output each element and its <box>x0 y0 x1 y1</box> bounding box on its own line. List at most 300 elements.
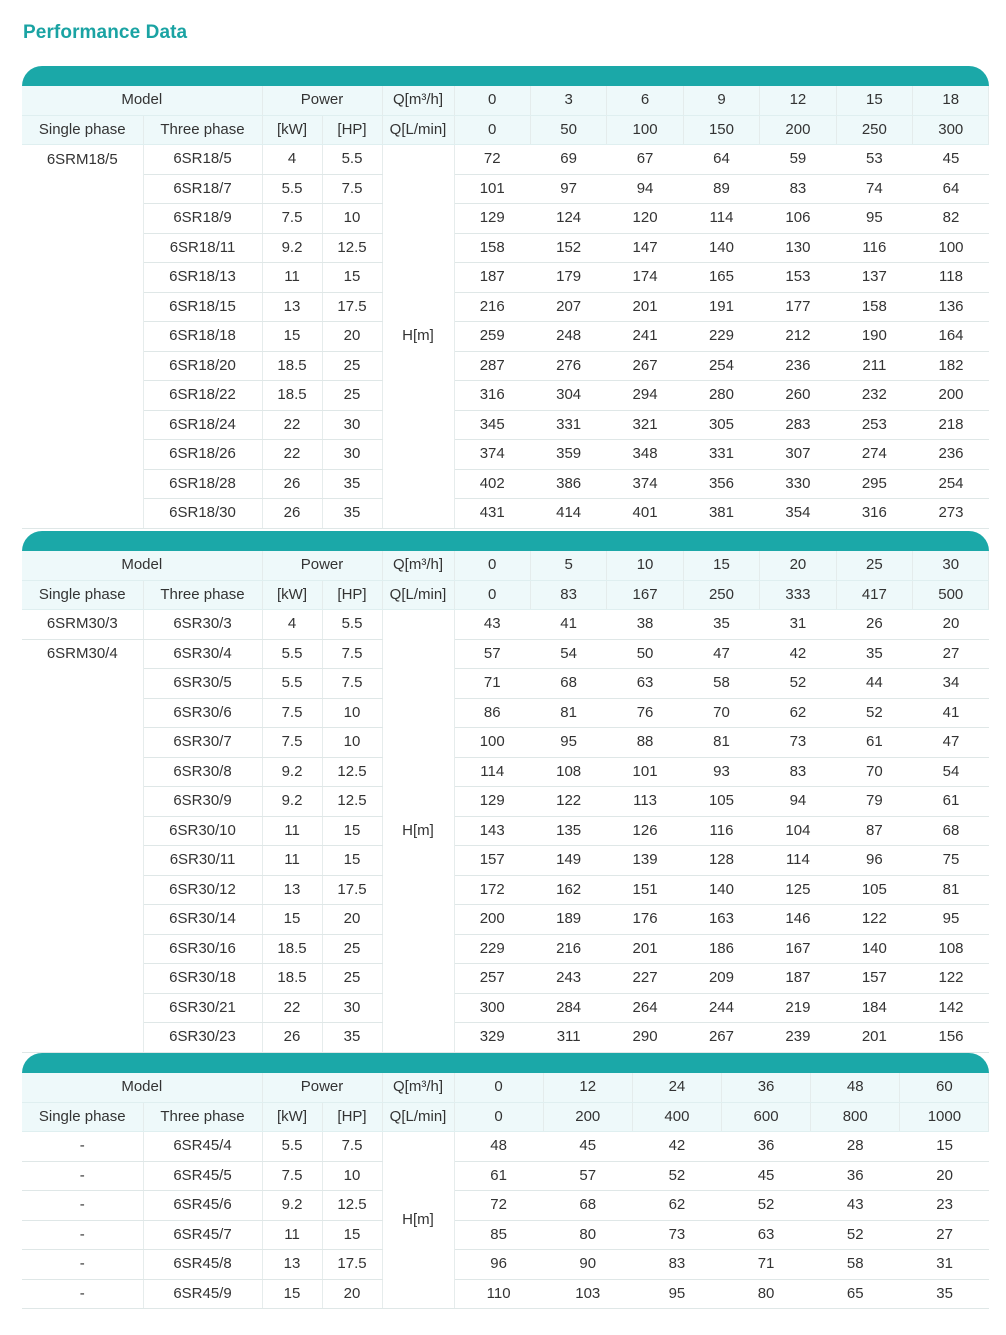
power-hp: 10 <box>322 1161 382 1191</box>
single-phase-model <box>22 993 143 1023</box>
head-value: 329 <box>454 1023 530 1053</box>
head-value: 129 <box>454 787 530 817</box>
single-phase-model <box>22 964 143 994</box>
model-header: Model <box>22 86 262 115</box>
power-kw: 18.5 <box>262 964 322 994</box>
head-value: 81 <box>683 728 759 758</box>
power-hp: 35 <box>322 469 382 499</box>
single-phase-model <box>22 410 143 440</box>
head-value: 114 <box>683 204 759 234</box>
table-row <box>22 351 989 381</box>
head-value: 61 <box>836 728 912 758</box>
power-hp: 12.5 <box>322 1191 382 1221</box>
head-value: 414 <box>530 499 606 529</box>
head-value: 114 <box>454 757 530 787</box>
head-value: 330 <box>760 469 836 499</box>
head-value: 116 <box>836 233 912 263</box>
head-value: 52 <box>632 1161 721 1191</box>
table-row <box>22 233 989 263</box>
power-kw: 18.5 <box>262 351 322 381</box>
head-value: 38 <box>607 610 683 640</box>
single-phase-model <box>22 669 143 699</box>
three-phase-model: 6SR30/23 <box>143 1023 262 1053</box>
table-row <box>22 1279 989 1309</box>
head-value: 54 <box>530 639 606 669</box>
head-value: 94 <box>607 174 683 204</box>
head-value: 232 <box>836 381 912 411</box>
performance-table-45 <box>22 1053 989 1309</box>
head-value: 110 <box>454 1279 543 1309</box>
three-phase-model: 6SR30/9 <box>143 787 262 817</box>
single-phase-model: - <box>22 1250 143 1280</box>
flow-m3h-value: 9 <box>683 86 759 115</box>
head-value: 374 <box>454 440 530 470</box>
head-value: 143 <box>454 816 530 846</box>
power-kw: 9.2 <box>262 1191 322 1221</box>
power-hp: 17.5 <box>322 292 382 322</box>
head-value: 80 <box>543 1220 632 1250</box>
flow-m3h-label: Q[m³/h] <box>382 551 454 580</box>
head-value: 108 <box>530 757 606 787</box>
head-value: 100 <box>913 233 989 263</box>
hp-header: [HP] <box>322 580 382 610</box>
table-row <box>22 499 989 529</box>
power-hp: 35 <box>322 1023 382 1053</box>
three-phase-model: 6SR18/7 <box>143 174 262 204</box>
head-value: 156 <box>913 1023 989 1053</box>
table-row <box>22 905 989 935</box>
head-value: 83 <box>760 174 836 204</box>
header-row <box>22 551 989 580</box>
power-kw: 13 <box>262 292 322 322</box>
head-value: 62 <box>632 1191 721 1221</box>
table-row <box>22 410 989 440</box>
table-row <box>22 145 989 175</box>
head-value: 201 <box>836 1023 912 1053</box>
head-value: 47 <box>913 728 989 758</box>
head-value: 41 <box>530 610 606 640</box>
flow-m3h-value: 24 <box>632 1073 721 1102</box>
three-phase-model: 6SR18/15 <box>143 292 262 322</box>
head-value: 386 <box>530 469 606 499</box>
head-value: 283 <box>760 410 836 440</box>
flow-lmin-value: 100 <box>607 115 683 145</box>
power-kw: 4 <box>262 610 322 640</box>
head-value: 57 <box>454 639 530 669</box>
head-value: 244 <box>683 993 759 1023</box>
power-kw: 15 <box>262 322 322 352</box>
head-value: 64 <box>913 174 989 204</box>
head-value: 253 <box>836 410 912 440</box>
head-value: 200 <box>913 381 989 411</box>
head-value: 82 <box>913 204 989 234</box>
flow-m3h-value: 5 <box>530 551 606 580</box>
table-row <box>22 669 989 699</box>
table-row <box>22 698 989 728</box>
head-value: 88 <box>607 728 683 758</box>
flow-m3h-value: 10 <box>607 551 683 580</box>
power-kw: 15 <box>262 1279 322 1309</box>
power-kw: 5.5 <box>262 1132 322 1162</box>
table-row <box>22 934 989 964</box>
head-value: 295 <box>836 469 912 499</box>
single-phase-model: - <box>22 1279 143 1309</box>
power-hp: 10 <box>322 204 382 234</box>
head-value: 31 <box>760 610 836 640</box>
flow-lmin-value: 1000 <box>900 1102 989 1132</box>
hp-header: [HP] <box>322 1102 382 1132</box>
head-value: 139 <box>607 846 683 876</box>
three-phase-model: 6SR45/4 <box>143 1132 262 1162</box>
head-value: 356 <box>683 469 759 499</box>
head-value: 52 <box>721 1191 810 1221</box>
single-phase-model <box>22 846 143 876</box>
head-value: 248 <box>530 322 606 352</box>
three-phase-model: 6SR45/9 <box>143 1279 262 1309</box>
power-kw: 9.2 <box>262 233 322 263</box>
flow-lmin-label: Q[L/min] <box>382 115 454 145</box>
head-value: 218 <box>913 410 989 440</box>
flow-m3h-value: 12 <box>543 1073 632 1102</box>
single-phase-model <box>22 499 143 529</box>
head-value: 212 <box>760 322 836 352</box>
table-row <box>22 1191 989 1221</box>
flow-lmin-value: 250 <box>683 580 759 610</box>
power-kw: 7.5 <box>262 204 322 234</box>
head-value: 176 <box>607 905 683 935</box>
table-row <box>22 1023 989 1053</box>
head-value: 68 <box>530 669 606 699</box>
head-value: 35 <box>683 610 759 640</box>
head-value: 68 <box>913 816 989 846</box>
power-hp: 17.5 <box>322 1250 382 1280</box>
head-value: 359 <box>530 440 606 470</box>
head-value: 68 <box>543 1191 632 1221</box>
hp-header: [HP] <box>322 115 382 145</box>
head-value: 67 <box>607 145 683 175</box>
head-value: 316 <box>836 499 912 529</box>
head-value: 81 <box>913 875 989 905</box>
flow-lmin-value: 400 <box>632 1102 721 1132</box>
head-value: 157 <box>454 846 530 876</box>
three-phase-model: 6SR30/18 <box>143 964 262 994</box>
three-phase-model: 6SR18/18 <box>143 322 262 352</box>
head-value: 236 <box>913 440 989 470</box>
head-value: 95 <box>836 204 912 234</box>
flow-m3h-value: 20 <box>760 551 836 580</box>
power-hp: 7.5 <box>322 174 382 204</box>
head-value: 431 <box>454 499 530 529</box>
power-hp: 15 <box>322 816 382 846</box>
flow-m3h-value: 18 <box>913 86 989 115</box>
head-value: 124 <box>530 204 606 234</box>
head-value: 63 <box>721 1220 810 1250</box>
head-value: 87 <box>836 816 912 846</box>
power-kw: 26 <box>262 469 322 499</box>
three-phase-model: 6SR30/6 <box>143 698 262 728</box>
head-value: 187 <box>454 263 530 293</box>
head-value: 374 <box>607 469 683 499</box>
model-header: Model <box>22 1073 262 1102</box>
head-value: 122 <box>836 905 912 935</box>
head-value: 304 <box>530 381 606 411</box>
power-kw: 11 <box>262 263 322 293</box>
head-value: 27 <box>900 1220 989 1250</box>
head-value: 264 <box>607 993 683 1023</box>
head-value: 182 <box>913 351 989 381</box>
three-phase-model: 6SR18/9 <box>143 204 262 234</box>
single-phase-model <box>22 469 143 499</box>
model-header: Model <box>22 551 262 580</box>
head-value: 146 <box>760 905 836 935</box>
head-value: 135 <box>530 816 606 846</box>
head-value: 44 <box>836 669 912 699</box>
head-value: 140 <box>683 233 759 263</box>
head-value: 26 <box>836 610 912 640</box>
head-value: 57 <box>543 1161 632 1191</box>
head-value: 354 <box>760 499 836 529</box>
head-value: 58 <box>811 1250 900 1280</box>
single-phase-model <box>22 787 143 817</box>
single-phase-model: - <box>22 1191 143 1221</box>
table-row <box>22 1220 989 1250</box>
head-value: 290 <box>607 1023 683 1053</box>
power-kw: 5.5 <box>262 669 322 699</box>
three-phase-model: 6SR30/5 <box>143 669 262 699</box>
head-value: 90 <box>543 1250 632 1280</box>
head-value: 219 <box>760 993 836 1023</box>
power-hp: 25 <box>322 964 382 994</box>
head-value: 83 <box>760 757 836 787</box>
power-hp: 20 <box>322 905 382 935</box>
head-value: 96 <box>836 846 912 876</box>
head-value: 50 <box>607 639 683 669</box>
head-value: 42 <box>760 639 836 669</box>
head-value: 116 <box>683 816 759 846</box>
head-value: 187 <box>760 964 836 994</box>
head-value: 348 <box>607 440 683 470</box>
head-value: 174 <box>607 263 683 293</box>
table-row <box>22 964 989 994</box>
head-value: 52 <box>760 669 836 699</box>
header-row <box>22 1102 989 1132</box>
single-phase-model <box>22 875 143 905</box>
table-row <box>22 469 989 499</box>
head-value: 142 <box>913 993 989 1023</box>
head-value: 129 <box>454 204 530 234</box>
head-value: 307 <box>760 440 836 470</box>
flow-lmin-value: 300 <box>913 115 989 145</box>
kw-header: [kW] <box>262 1102 322 1132</box>
head-value: 114 <box>760 846 836 876</box>
table-row <box>22 1250 989 1280</box>
head-value: 184 <box>836 993 912 1023</box>
head-value: 95 <box>913 905 989 935</box>
power-header: Power <box>262 86 382 115</box>
head-value: 191 <box>683 292 759 322</box>
head-value: 162 <box>530 875 606 905</box>
head-value: 47 <box>683 639 759 669</box>
single-phase-model <box>22 233 143 263</box>
table-row <box>22 1161 989 1191</box>
head-value: 381 <box>683 499 759 529</box>
head-value: 27 <box>913 639 989 669</box>
three-phase-model: 6SR18/26 <box>143 440 262 470</box>
head-value: 75 <box>913 846 989 876</box>
head-value: 64 <box>683 145 759 175</box>
flow-m3h-value: 60 <box>900 1073 989 1102</box>
head-value: 300 <box>454 993 530 1023</box>
head-value: 52 <box>836 698 912 728</box>
single-phase-header: Single phase <box>22 1102 143 1132</box>
power-kw: 4 <box>262 145 322 175</box>
table-grid <box>22 1073 989 1309</box>
power-hp: 20 <box>322 1279 382 1309</box>
three-phase-model: 6SR30/21 <box>143 993 262 1023</box>
table-row <box>22 787 989 817</box>
flow-lmin-value: 0 <box>454 115 530 145</box>
table-row <box>22 728 989 758</box>
head-value: 101 <box>607 757 683 787</box>
flow-m3h-value: 30 <box>913 551 989 580</box>
flow-m3h-value: 36 <box>721 1073 810 1102</box>
power-hp: 15 <box>322 846 382 876</box>
head-value: 62 <box>760 698 836 728</box>
flow-m3h-label: Q[m³/h] <box>382 86 454 115</box>
head-value: 140 <box>683 875 759 905</box>
head-value: 103 <box>543 1279 632 1309</box>
three-phase-model: 6SR30/3 <box>143 610 262 640</box>
power-hp: 30 <box>322 993 382 1023</box>
power-hp: 12.5 <box>322 787 382 817</box>
head-value: 65 <box>811 1279 900 1309</box>
three-phase-model: 6SR30/4 <box>143 639 262 669</box>
page-title: Performance Data <box>23 22 188 43</box>
head-value: 59 <box>760 145 836 175</box>
flow-lmin-value: 417 <box>836 580 912 610</box>
single-phase-header: Single phase <box>22 580 143 610</box>
head-value: 276 <box>530 351 606 381</box>
single-phase-model <box>22 1023 143 1053</box>
table-row <box>22 846 989 876</box>
head-value: 190 <box>836 322 912 352</box>
flow-m3h-value: 12 <box>760 86 836 115</box>
head-value: 100 <box>454 728 530 758</box>
power-hp: 10 <box>322 698 382 728</box>
single-phase-model: - <box>22 1132 143 1162</box>
head-value: 273 <box>913 499 989 529</box>
three-phase-model: 6SR30/10 <box>143 816 262 846</box>
power-kw: 22 <box>262 410 322 440</box>
kw-header: [kW] <box>262 115 322 145</box>
table-header-bar <box>22 531 989 551</box>
head-value: 45 <box>543 1132 632 1162</box>
flow-m3h-value: 25 <box>836 551 912 580</box>
head-label: H[m] <box>382 1132 454 1309</box>
flow-lmin-value: 500 <box>913 580 989 610</box>
head-value: 126 <box>607 816 683 846</box>
table-row <box>22 875 989 905</box>
head-value: 136 <box>913 292 989 322</box>
three-phase-model: 6SR45/6 <box>143 1191 262 1221</box>
power-hp: 5.5 <box>322 610 382 640</box>
performance-table-30 <box>22 531 989 1053</box>
power-hp: 25 <box>322 934 382 964</box>
table-row <box>22 322 989 352</box>
power-hp: 25 <box>322 351 382 381</box>
head-value: 74 <box>836 174 912 204</box>
head-value: 254 <box>913 469 989 499</box>
head-value: 321 <box>607 410 683 440</box>
table-header-bar <box>22 1053 989 1073</box>
flow-lmin-value: 200 <box>760 115 836 145</box>
head-value: 153 <box>760 263 836 293</box>
head-value: 53 <box>836 145 912 175</box>
head-value: 96 <box>454 1250 543 1280</box>
head-value: 61 <box>913 787 989 817</box>
single-phase-model <box>22 322 143 352</box>
power-kw: 13 <box>262 1250 322 1280</box>
header-row <box>22 580 989 610</box>
power-kw: 7.5 <box>262 728 322 758</box>
head-value: 401 <box>607 499 683 529</box>
head-value: 158 <box>454 233 530 263</box>
header-row <box>22 1073 989 1102</box>
head-value: 72 <box>454 145 530 175</box>
single-phase-model <box>22 174 143 204</box>
head-value: 63 <box>607 669 683 699</box>
head-value: 97 <box>530 174 606 204</box>
head-value: 106 <box>760 204 836 234</box>
power-kw: 18.5 <box>262 934 322 964</box>
head-value: 95 <box>632 1279 721 1309</box>
power-kw: 11 <box>262 846 322 876</box>
head-value: 69 <box>530 145 606 175</box>
three-phase-model: 6SR18/24 <box>143 410 262 440</box>
power-kw: 7.5 <box>262 698 322 728</box>
flow-lmin-value: 150 <box>683 115 759 145</box>
head-value: 130 <box>760 233 836 263</box>
table-row <box>22 639 989 669</box>
head-value: 167 <box>760 934 836 964</box>
power-hp: 7.5 <box>322 669 382 699</box>
head-value: 186 <box>683 934 759 964</box>
head-value: 243 <box>530 964 606 994</box>
head-value: 120 <box>607 204 683 234</box>
head-value: 31 <box>900 1250 989 1280</box>
single-phase-model <box>22 204 143 234</box>
head-value: 95 <box>530 728 606 758</box>
three-phase-model: 6SR18/22 <box>143 381 262 411</box>
head-value: 402 <box>454 469 530 499</box>
three-phase-model: 6SR30/7 <box>143 728 262 758</box>
head-value: 20 <box>913 610 989 640</box>
head-value: 151 <box>607 875 683 905</box>
power-hp: 12.5 <box>322 233 382 263</box>
head-value: 254 <box>683 351 759 381</box>
head-value: 305 <box>683 410 759 440</box>
head-value: 311 <box>530 1023 606 1053</box>
head-value: 43 <box>454 610 530 640</box>
three-phase-model: 6SR30/12 <box>143 875 262 905</box>
head-value: 79 <box>836 787 912 817</box>
power-kw: 22 <box>262 993 322 1023</box>
power-kw: 5.5 <box>262 174 322 204</box>
power-kw: 15 <box>262 905 322 935</box>
head-value: 54 <box>913 757 989 787</box>
head-value: 137 <box>836 263 912 293</box>
table-header-bar <box>22 66 989 86</box>
